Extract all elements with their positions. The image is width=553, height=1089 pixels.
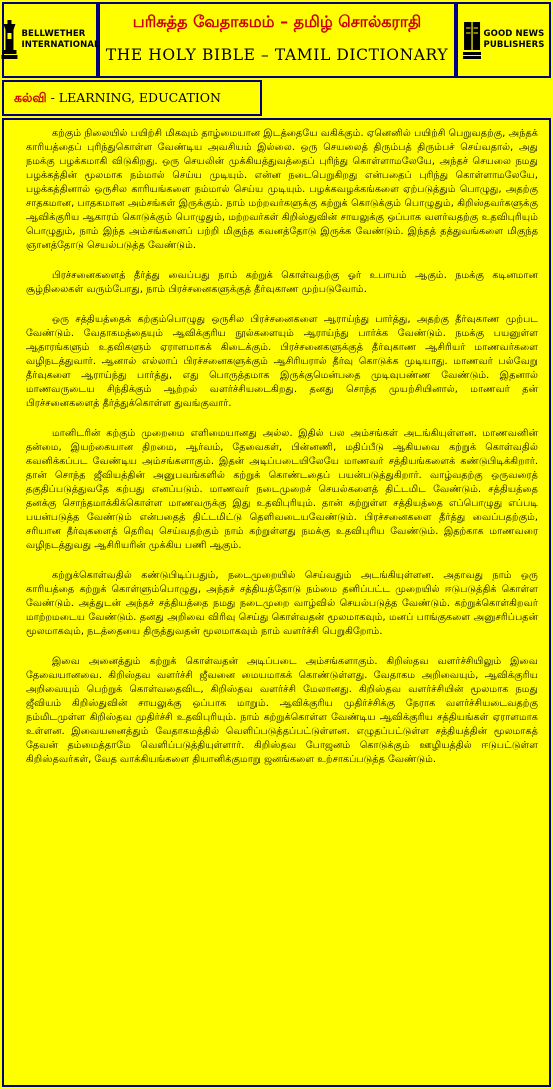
topic-heading bbox=[14, 90, 221, 107]
title-tamil: பரிசுத்த வேதாகமம் – தமிழ் சொல்கராதி bbox=[132, 12, 422, 31]
header-title-box bbox=[98, 2, 456, 78]
paragraph: ஒரு சத்தியத்தைக் கற்கும்பொழுது ஒருசில பிரச்சனைகளை ஆராய்ந்து பார்த்து, அதற்கு தீர்வுகாண முற்பட வேண்டும். வேதாகமத்தையும் ஆவிக்குரிய நூல்களையும் ஆராய்ந்து பார்க்க வேண்டும். நமக்கு பயனுள்ள ஆதாரங்களும் உதவிகளும் ஏராளமாகக் கிடைக்கும். பிரச்சனைகளுக்குத் தீர்வுகாண ஆசிரியர் மாணவர்களை வழிநடத்துவார். ஆனால் எல்லாப் பிரச்சனைகளுக்கும் ஆசிரியரால் தீர்வு கொடுக்க முடியாது. மாணவர் பல்வேறு தீர்வுகளை ஆராய்ந்து பார்த்து, எது பொருத்தமாக இருக்குமென்பதை முடிவுபண்ண வேண்டும். இதனால் மாணவருடைய சிந்திக்கும் ஆற்றல் வளர்ச்சியடைகிறது. தனது சொந்த முயற்சியினால், மாணவர் தன் பிரச்சனைகளைத் தீர்த்துக்கொள்ள துவங்குவார். bbox=[26, 314, 538, 409]
paragraph: இவை அனைத்தும் கற்றுக் கொள்வதன் அடிப்படை அம்சங்களாகும். கிறிஸ்தவ வளர்ச்சியிலும் இவை தேவையானவை. கிறிஸ்தவ வளர்ச்சி ஜீவனை மையமாகக் கொண்டுள்ளது. வேதாகம அறிவையும், ஆவிக்குரிய அறிவையும் பெற்றுக் கொள்வதைவிட, கிறிஸ்தவ வளர்ச்சி மேலானது. கிறிஸ்தவ வளர்ச்சியின் மூலமாக நமது ஜீவியம் கிறிஸ்துவின் சாயலுக்கு ஒப்பாக மாறும். ஆவிக்குரிய முதிர்ச்சிக்கு நேராக வளர்ச்சியடைவதற்கு நம்மிடமுள்ள கிறிஸ்தவ முதிர்ச்சி உதவிபுரியும். நாம் கற்றுக்கொள்ள வேண்டிய ஆவிக்குரிய சத்தியங்கள் ஏராளமாக உள்ளன. இவையனைத்தும் வேதாகமத்தில் வெளிப்படுத்தப்பட்டுள்ளன. எழுதப்பட்டுள்ள சத்தியத்தின் மூலமாகத் தேவன் தம்மைத்தாமே வெளிப்படுத்தியுள்ளார். கிறிஸ்தவ போஜனம் கொடுக்கும் ஊழியத்தில் ஈடுபட்டுள்ள கிறிஸ்தவர்கள், வேத வாக்கியங்களை தியானிக்குமாறு ஜனங்களை உற்சாகப்படுத்த வேண்டும். bbox=[26, 656, 538, 765]
paragraph: மானிடரின் கற்கும் முறைமை எளிமையானது அல்ல. இதில் பல அம்சங்கள் அடங்கியுள்ளன. மாணவனின் தன்மை, இயற்கையான திறமை, ஆர்வம், தேவைகள், பின்னணி, மதிப்பீடு ஆகியவை கற்றுக் கொள்வதில் கவனிக்கப்பட வேண்டிய அம்சங்களாகும். இதன் அடிப்படையிலேயே மாணவர் சத்தியங்களைக் கண்டுபிடிக்கிறார். தான் சொந்த ஜீவியத்தின் அனுபவங்களில் கற்றுக் கொண்டதைப் பயன்படுத்துகிறார். வாழ்வதற்கு ஒருவரைத் தகுதிப்படுத்துவதே கற்பது எனப்படும். மாணவர் நடைமுறைச் செயல்களைத் திட்டமிட வேண்டும். சத்தியத்தை தனக்கு சொந்தமாக்கிக்கொள்ள மாணவருக்கு இது உதவிபுரியும். தான் கற்றுள்ள சத்தியத்தை எப்பொழுது எப்படி பயன்படுத்த வேண்டும் என்பதைத் திட்டமிட்டு தெளிவடையவேண்டும். பிரச்சனைகளை தீர்த்து வைப்பதற்கும், சரியான தீர்வுகளைத் தெரிவு செய்வதற்கும் நாம் கற்றுள்ளது நமக்கு உதவிபுரிய வேண்டும். இதற்காக மாணவரை வழிநடத்துவது ஆசிரியரின் முக்கிய பணி ஆகும். bbox=[26, 428, 538, 551]
bellwether-logo bbox=[0, 20, 99, 60]
paragraph: கற்கும் நிலையில் பயிற்சி மிகவும் தாழ்மையான இடத்தையே வகிக்கும். ஏனெனில் பயிற்சி பெறுவதற்கு, அந்தக் காரியத்தைப் புரிந்துகொள்ள வேண்டிய அவசியம் இல்லை. ஒரு செயலைத் திரும்பத் திரும்பச் செய்வதால், அது நமக்கு பழக்கமாகி விடுகிறது. ஒரு செயலின் முக்கியத்துவத்தைப் புரிந்து கொள்ளாமலேயே, அந்தச் செயலை நமது பழக்கத்தின் மூலமாக நம்மால் செய்ய முடியும். என்ன நடைபெறுகிறது என்பதைப் புரிந்து கொள்ளாமலேயே, பழக்கத்தினால் ஒருசில காரியங்களை நம்மால் செய்ய முடியும். பழக்கவழக்கங்களை ஏற்படுத்தும் பொழுது, அதற்கு சாதகமான, பாதகமான அம்சங்கள் இருக்கும். நாம் மற்றவர்களுக்கு கற்றுக் கொடுக்கும் பொழுதும், கிறிஸ்தவர்களுக்கு ஆவிக்குரிய ஆகாரம் கொடுக்கும் பொழுதும், மற்றவர்கள் கிறிஸ்துவின் சாயலுக்கு ஒப்பாக வளர்வதற்கு உதவிபுரியும் பொழுதும், நாம் இந்த அம்சங்களைப் பற்றி மிகுந்த கவனத்தோடு இருக்க வேண்டும். இந்தத் தத்துவங்களை மிகுந்த ஞானத்தோடு செயல்படுத்த வேண்டும். bbox=[26, 128, 538, 251]
topic-english: - LEARNING, EDUCATION bbox=[46, 90, 221, 105]
right-logo-line2: PUBLISHERS bbox=[483, 40, 545, 50]
good-news-logo bbox=[463, 20, 545, 60]
left-logo-line1: BELLWETHER bbox=[21, 29, 86, 39]
paragraph: கற்றுக்கொள்வதில் கண்டுபிடிப்பதும், நடைமுறையில் செய்வதும் அடங்கியுள்ளன. அதாவது நாம் ஒரு காரியத்தை கற்றுக் கொள்ளும்பொழுது, அந்தச் சத்தியத்தோடு நம்மை தனிப்பட்ட முறையில் ஈடுபடுத்திக் கொள்ள வேண்டும். அத்துடன் அந்தச் சத்தியத்தை நமது நடைமுறை வாழ்வில் செயல்படுத்த வேண்டும். கற்றுக்கொள்கிறவர் மாற்றமடைய வேண்டும். தனது அறிவை விரிவு செய்து கொள்வதன் மூலமாகவும், மனப் பாங்குகளை அனுசரிப்பதன் மூலமாகவும், நடத்தையை திருத்துவதன் மூலமாகவும் நாம் வளர்ச்சி பெறுகிறோம். bbox=[26, 570, 538, 637]
bell-tower-icon bbox=[0, 20, 18, 60]
right-logo-line1: GOOD NEWS bbox=[483, 29, 545, 39]
topic-box bbox=[2, 80, 262, 116]
paragraph: பிரச்சனைகளைத் தீர்த்து வைப்பது நாம் கற்றுக் கொள்வதற்கு ஓர் உபாயம் ஆகும். நமக்கு கடினமான சூழ்நிலைகள் வரும்போது, நாம் பிரச்சனைகளுக்குத் தீர்வுகாண முற்படுவோம். bbox=[26, 270, 538, 295]
topic-tamil: கல்வி bbox=[14, 90, 47, 105]
article-body bbox=[26, 127, 538, 783]
open-book-icon bbox=[463, 20, 481, 60]
article-body-box bbox=[2, 118, 551, 1087]
header-right-logo-box bbox=[456, 2, 551, 78]
title-english: THE HOLY BIBLE – TAMIL DICTIONARY bbox=[105, 46, 449, 64]
left-logo-line2: INTERNATIONAL bbox=[21, 40, 100, 50]
header-left-logo-box bbox=[2, 2, 98, 78]
